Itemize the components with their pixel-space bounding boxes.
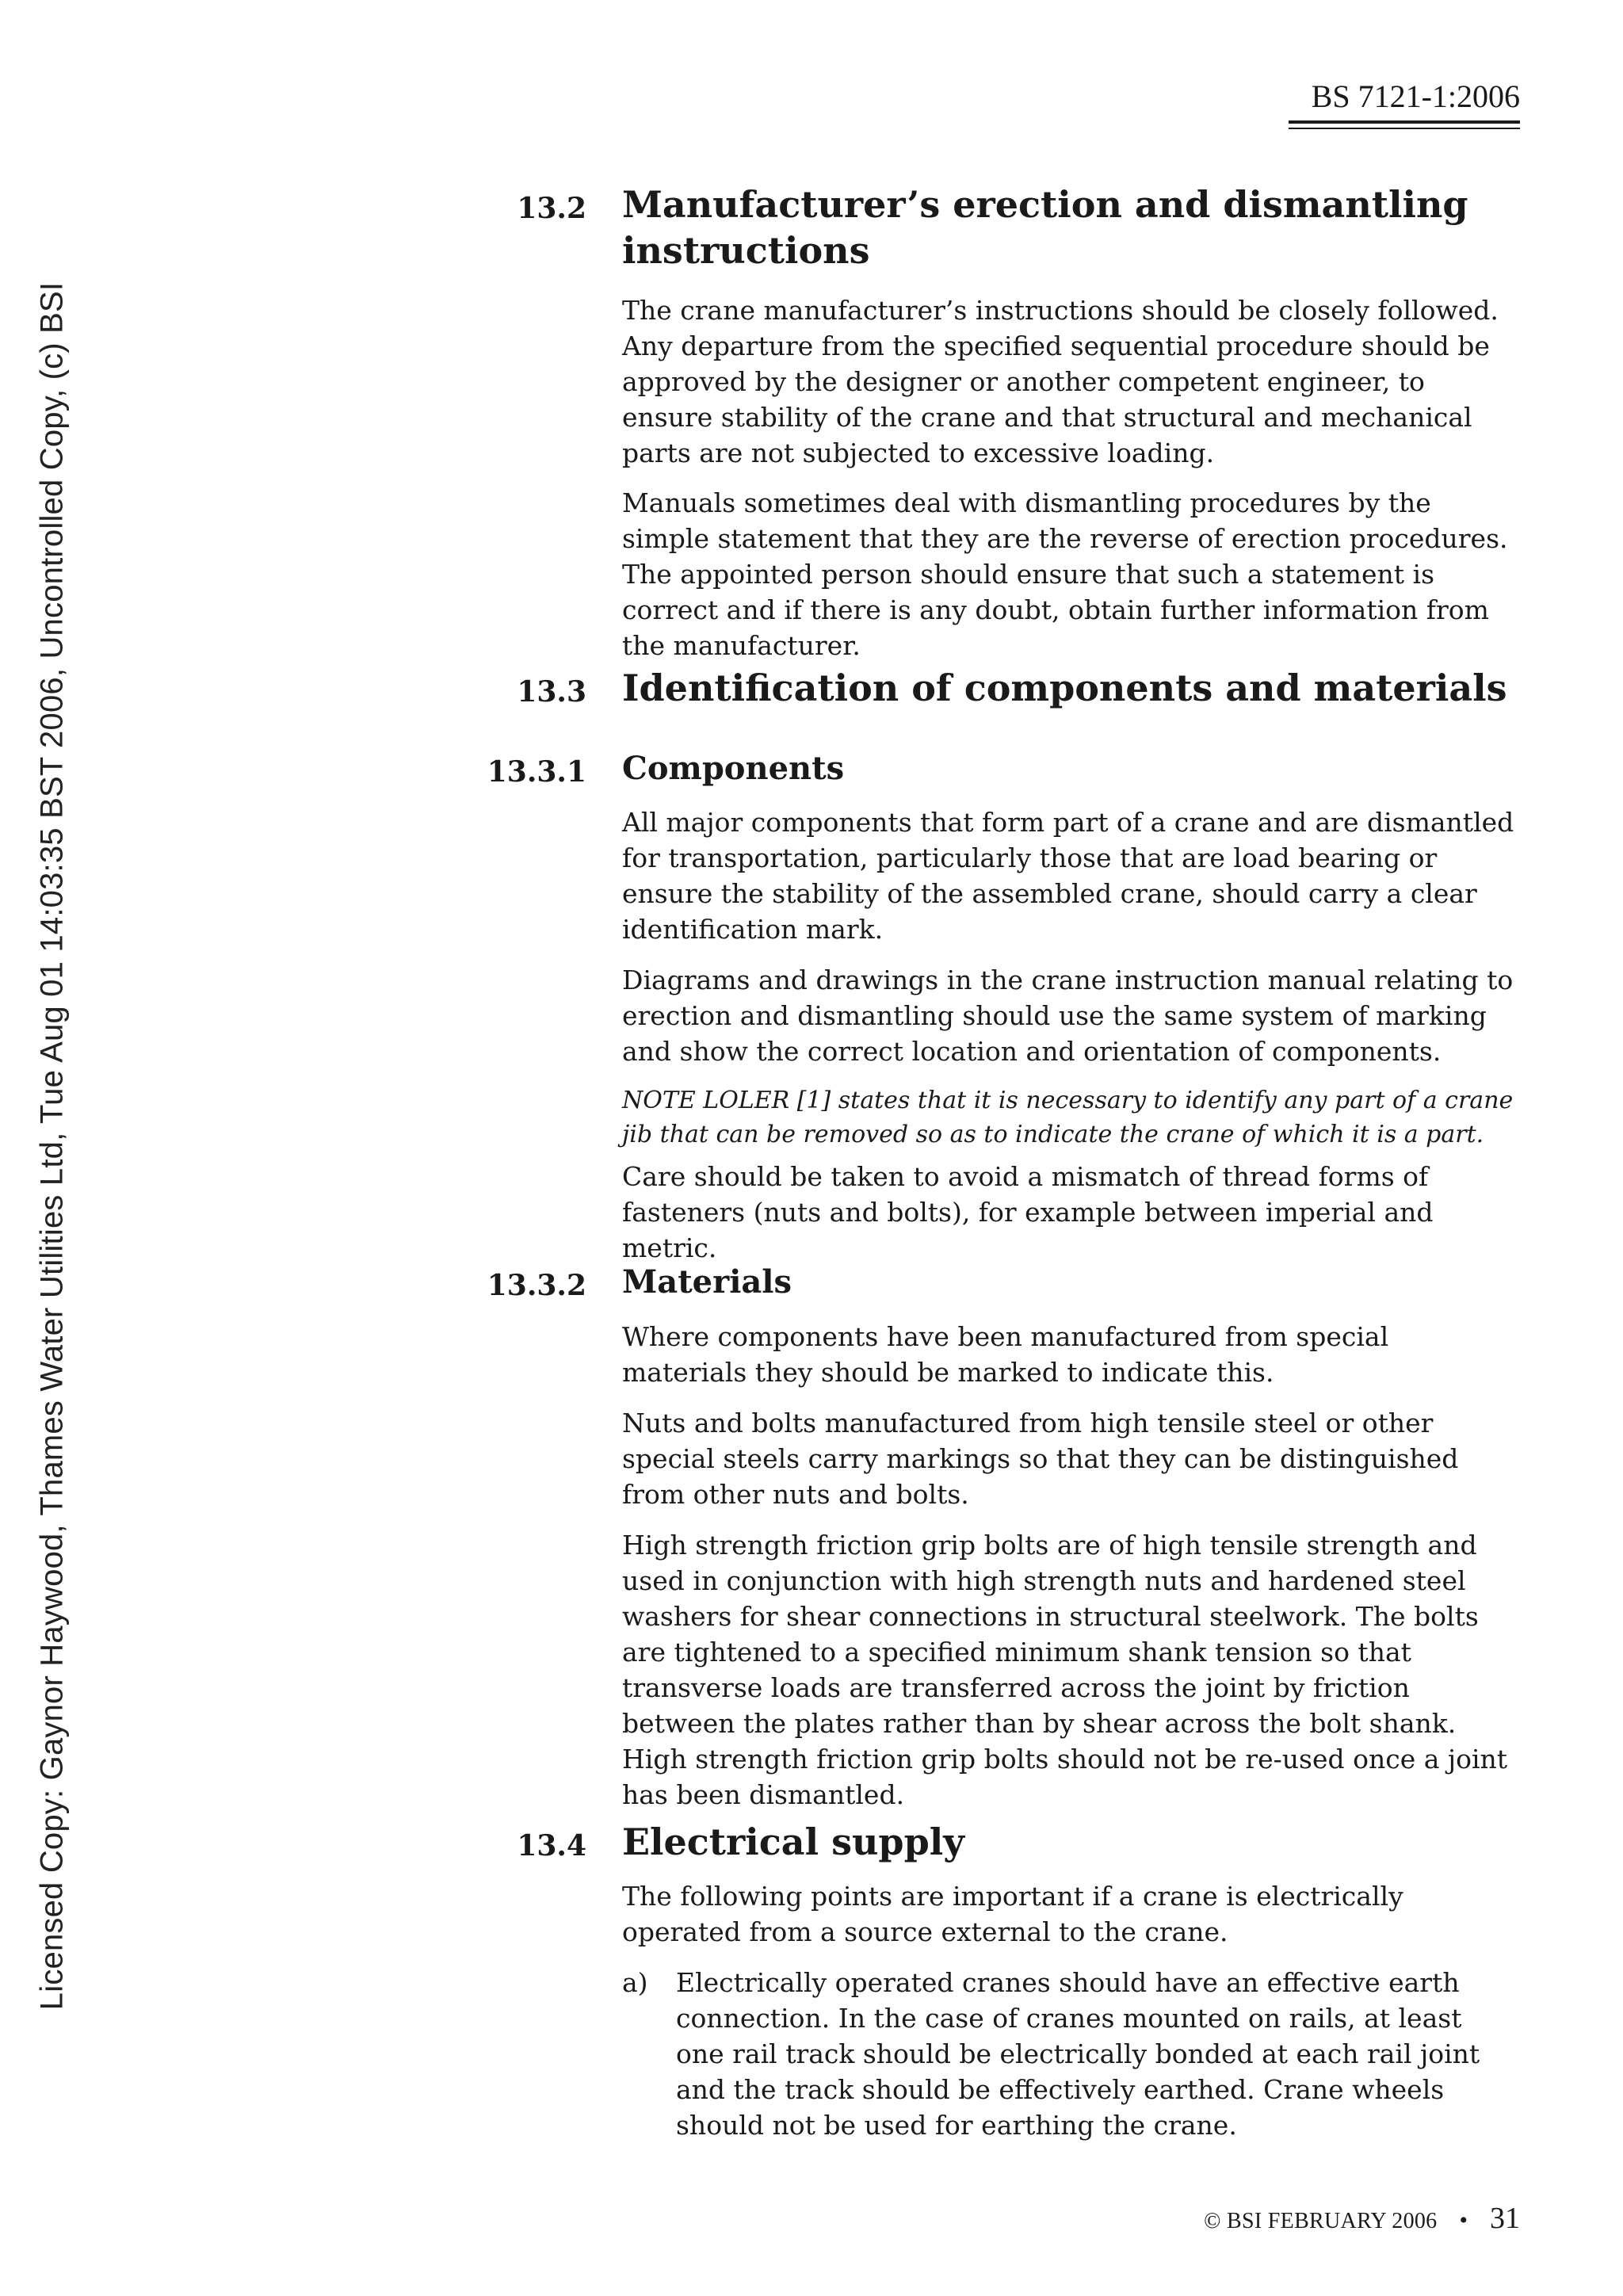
paragraph: Nuts and bolts manufactured from high tensile steel or other special steels carry markings so that they can be distinguished from other nuts and bolts. <box>622 1408 1459 1510</box>
header-rule-thin <box>1289 128 1520 129</box>
paragraph: High strength friction grip bolts are of high tensile strength and used in conjunction with high strength nuts and hardened steel washers for shear connections in structural steelwork. The bolts are tightened to a specified minimum shank tension so that transverse loads are transferred across the joint by friction between the plates rather than by shear across the bolt shank. High strength friction grip bolts should not be re-used once a joint has been dismantled. <box>622 1530 1508 1810</box>
paragraph: Manuals sometimes deal with dismantling procedures by the simple statement that they are the reverse of erection procedures. The appointed person should ensure that such a statement is correct and if there is any doubt, obtain further information from the manufacturer. <box>622 487 1508 661</box>
paragraph: Care should be taken to avoid a mismatch of thread forms of fasteners (nuts and bolts), for example between imperial and metric. <box>622 1161 1434 1263</box>
subsection-heading: Materials <box>622 1263 792 1301</box>
section-heading: Manufacturer’s erection and dismantling instructions <box>622 183 1468 272</box>
subsection-number: 13.3.2 <box>487 1269 586 1302</box>
footer-separator: • <box>1459 2207 1468 2233</box>
section-heading: Identification of components and materials <box>622 667 1507 709</box>
section-number: 13.2 <box>517 192 586 225</box>
paragraph: The crane manufacturer’s instructions should be closely followed. Any departure from the specified sequential procedure should be approved by the designer or another competent engineer, to ensure stability of the crane and that structural and mechanical parts are not subjected to excessive loading. <box>622 295 1499 468</box>
note: NOTE LOLER [1] states that it is necessary to identify any part of a crane jib that can be removed so as to indicate the crane of which it is a part. <box>622 1087 1514 1148</box>
section-number: 13.3 <box>517 675 586 709</box>
copyright-notice: © BSI FEBRUARY 2006 <box>1204 2209 1438 2233</box>
header-rule-thick <box>1289 120 1520 124</box>
page-number: 31 <box>1490 2202 1520 2235</box>
list-item: Electrically operated cranes should have an effective earth connection. In the case of cranes mounted on rails, at least one rail track should be electrically bonded at each rail joint and the track should be effectively earthed. Crane wheels should not be used for earthing the crane. <box>676 1967 1480 2141</box>
paragraph: Where components have been manufactured from special materials they should be marked to indicate this. <box>622 1321 1389 1388</box>
list-item-marker: a) <box>622 1967 648 1998</box>
section-number: 13.4 <box>517 1829 586 1862</box>
paragraph: The following points are important if a crane is electrically operated from a source external to the crane. <box>622 1881 1403 1947</box>
page-footer <box>1204 2201 1520 2236</box>
license-watermark: Licensed Copy: Gaynor Haywood, Thames Water Utilities Ltd, Tue Aug 01 14:03:35 BST 2006, Uncontrolled Copy, (c) BSI <box>34 281 70 2011</box>
standard-code: BS 7121-1:2006 <box>1311 78 1520 114</box>
paragraph: Diagrams and drawings in the crane instruction manual relating to erection and dismantling should use the same system of marking and show the correct location and orientation of components. <box>622 965 1514 1067</box>
section-heading: Electrical supply <box>622 1820 964 1863</box>
paragraph: All major components that form part of a crane and are dismantled for transportation, particularly those that are load bearing or ensure the stability of the assembled crane, should carry a clear identification mark. <box>622 807 1514 945</box>
subsection-number: 13.3.1 <box>487 755 586 789</box>
subsection-heading: Components <box>622 750 845 787</box>
